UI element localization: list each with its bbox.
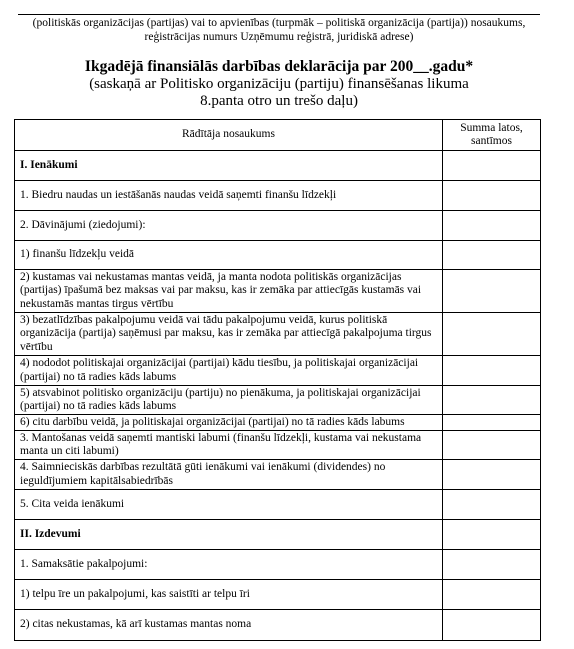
sum-input-cell[interactable] <box>443 490 541 520</box>
indicator-name-cell: 3) bezatlīdzības pakalpojumu veidā vai tādu pakalpojumu veidā, kurus politiskā organizācija (partija) saņēmusi par maksu, kas ir zemāka par attiecīgā pakalpojuma tirgus vērtību <box>15 313 443 356</box>
document-subtitle <box>18 76 540 110</box>
header-indicator-name: Rādītāja nosaukums <box>15 120 443 151</box>
indicator-name-cell: 5. Cita veida ienākumi <box>15 490 443 520</box>
sum-input-cell[interactable] <box>443 270 541 313</box>
table-row <box>15 415 541 431</box>
sum-input-cell[interactable] <box>443 431 541 460</box>
table-row <box>15 313 541 356</box>
header-sum: Summa latos, santīmos <box>443 120 541 151</box>
indicator-name-cell: 2) kustamas vai nekustamas mantas veidā, ja manta nodota politiskās organizācijas (partijas) īpašumā bez maksas vai par maksu, kas ir zemāka par attiecīgās kustamās vai nekustamās mantas tirgus vērtību <box>15 270 443 313</box>
organization-note: (politiskās organizācijas (partijas) vai to apvienības (turpmāk – politiskā organizācija (partija)) nosaukums, reģistrācijas numurs Uzņēmumu reģistrā, juridiskā adrese) <box>32 17 526 43</box>
table-row <box>15 610 541 641</box>
indicator-name-cell: 3. Mantošanas veidā saņemti mantiski labumi (finanšu līdzekļi, kustama vai nekustama manta un citi labumi) <box>15 431 443 460</box>
sum-input-cell[interactable] <box>443 181 541 211</box>
sum-input-cell[interactable] <box>443 610 541 641</box>
table-row <box>15 270 541 313</box>
indicator-name-cell: I. Ienākumi <box>15 151 443 181</box>
indicator-name-cell: 2) citas nekustamas, kā arī kustamas mantas noma <box>15 610 443 641</box>
table-row <box>15 211 541 241</box>
sum-input-cell[interactable] <box>443 151 541 181</box>
indicator-name-cell: II. Izdevumi <box>15 520 443 550</box>
table-row <box>15 431 541 460</box>
top-rule <box>18 14 540 15</box>
sum-input-cell[interactable] <box>443 550 541 580</box>
indicator-name-cell: 1. Biedru naudas un iestāšanās naudas veidā saņemti finanšu līdzekļi <box>15 181 443 211</box>
sum-input-cell[interactable] <box>443 520 541 550</box>
subtitle-line-1: (saskaņā ar Politisko organizāciju (partiju) finansēšanas likuma <box>89 76 469 92</box>
sum-input-cell[interactable] <box>443 460 541 490</box>
table-row <box>15 520 541 550</box>
indicator-name-cell: 1) finanšu līdzekļu veidā <box>15 241 443 270</box>
document-title: Ikgadējā finansiālās darbības deklarācija par 200__.gadu* <box>84 58 474 75</box>
subtitle-line-2: 8.panta otro un trešo daļu) <box>200 93 358 109</box>
sum-input-cell[interactable] <box>443 415 541 431</box>
indicator-name-cell: 1. Samaksātie pakalpojumi: <box>15 550 443 580</box>
indicator-name-cell: 4) nododot politiskajai organizācijai (partijai) kādu tiesību, ja politiskajai organizācijai (partijai) no tā radies kāds labums <box>15 356 443 386</box>
sum-input-cell[interactable] <box>443 211 541 241</box>
sum-input-cell[interactable] <box>443 241 541 270</box>
indicator-name-cell: 5) atsvabinot politisko organizāciju (partiju) no pienākuma, ja politiskajai organizācijai (partijai) no tā radies kāds labums <box>15 386 443 415</box>
table-row <box>15 460 541 490</box>
table-row <box>15 241 541 270</box>
sum-input-cell[interactable] <box>443 313 541 356</box>
indicator-name-cell: 6) citu darbību veidā, ja politiskajai organizācijai (partijai) no tā radies kāds labums <box>15 415 443 431</box>
table-row <box>15 580 541 610</box>
table-row <box>15 151 541 181</box>
table-row <box>15 386 541 415</box>
table-row <box>15 490 541 520</box>
table-row <box>15 181 541 211</box>
sum-input-cell[interactable] <box>443 580 541 610</box>
indicator-name-cell: 1) telpu īre un pakalpojumi, kas saistīti ar telpu īri <box>15 580 443 610</box>
sum-input-cell[interactable] <box>443 386 541 415</box>
sum-input-cell[interactable] <box>443 356 541 386</box>
table-row <box>15 550 541 580</box>
table-row <box>15 356 541 386</box>
indicator-name-cell: 2. Dāvinājumi (ziedojumi): <box>15 211 443 241</box>
table-header-row <box>15 120 541 151</box>
declaration-table <box>14 119 541 641</box>
indicator-name-cell: 4. Saimnieciskās darbības rezultātā gūti ienākumi vai ienākumi (dividendes) no ieguldījumiem kapitālsabiedrībās <box>15 460 443 490</box>
